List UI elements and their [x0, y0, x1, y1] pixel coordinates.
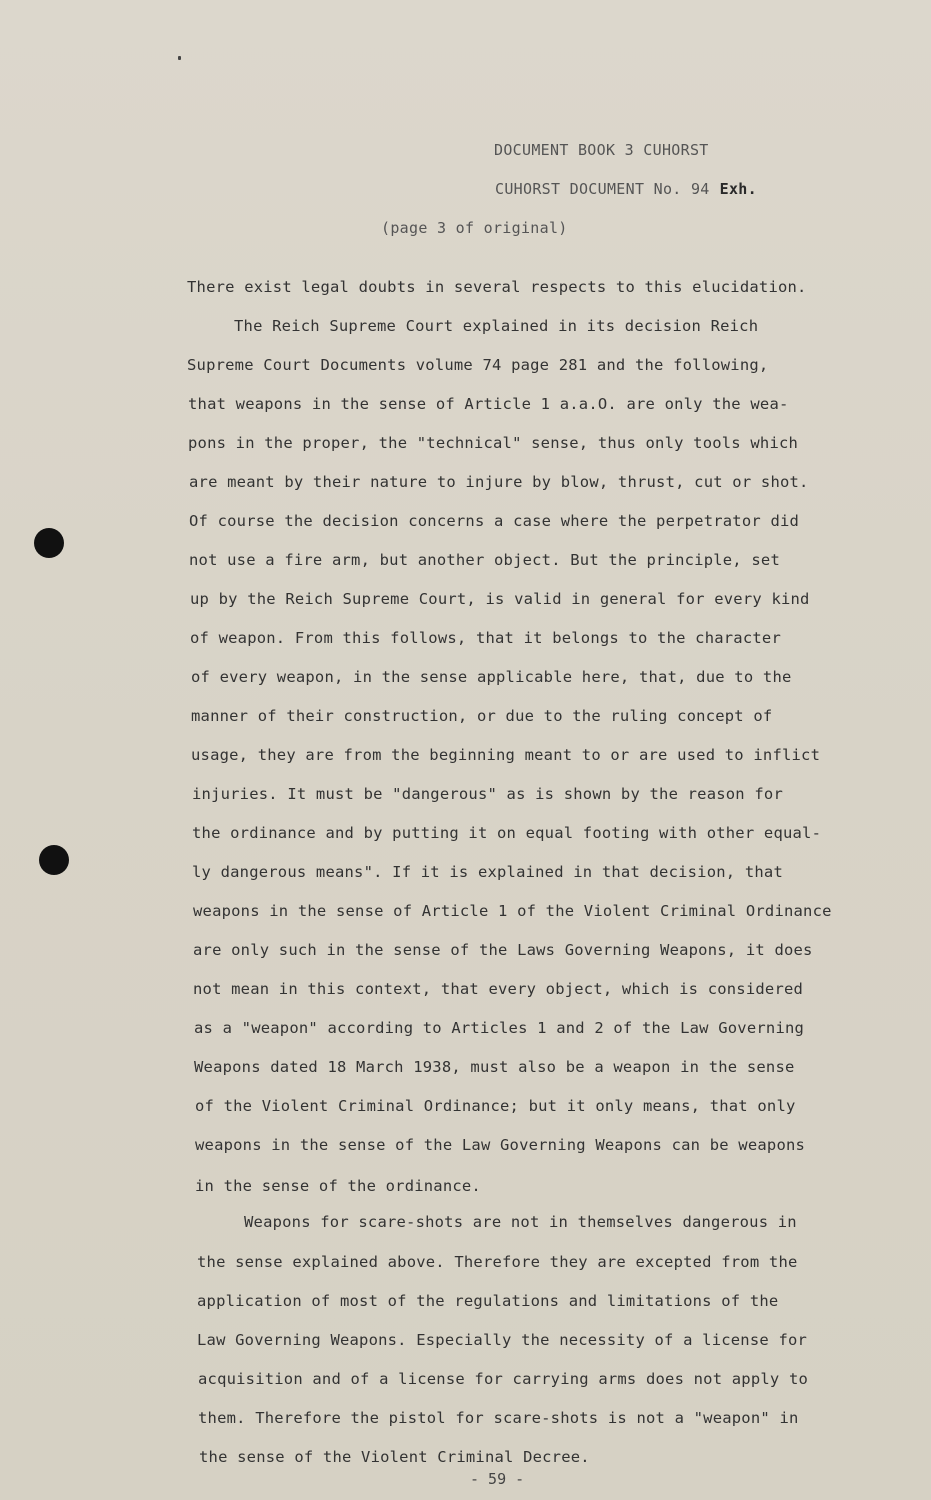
document-number [495, 180, 757, 198]
body-line: up by the Reich Supreme Court, is valid in general for every kind [190, 590, 810, 608]
document-book-title: DOCUMENT BOOK 3 CUHORST [494, 141, 709, 159]
body-line: are only such in the sense of the Laws Governing Weapons, it does [193, 941, 813, 959]
body-line: acquisition and of a license for carrying arms does not apply to [198, 1370, 809, 1388]
body-line: weapons in the sense of the Law Governing Weapons can be weapons [195, 1136, 806, 1154]
exhibit-label: Exh. [719, 180, 757, 198]
body-line: the sense explained above. Therefore they are excepted from the [197, 1253, 798, 1271]
punch-hole-bottom [39, 845, 69, 875]
body-line: that weapons in the sense of Article 1 a.a.O. are only the wea- [188, 395, 789, 413]
body-line: the ordinance and by putting it on equal footing with other equal- [192, 824, 822, 842]
punch-hole-top [34, 528, 64, 558]
page-number: - 59 - [470, 1470, 525, 1488]
body-line: are meant by their nature to injure by blow, thrust, cut or shot. [189, 473, 809, 491]
body-line: as a "weapon" according to Articles 1 and 2 of the Law Governing [194, 1019, 805, 1037]
body-line: the sense of the Violent Criminal Decree. [199, 1448, 590, 1466]
body-line: in the sense of the ordinance. [195, 1177, 481, 1195]
body-line: Law Governing Weapons. Especially the necessity of a license for [197, 1331, 808, 1349]
body-line: Supreme Court Documents volume 74 page 281 and the following, [187, 356, 769, 374]
body-line: application of most of the regulations and limitations of the [197, 1292, 779, 1310]
body-line: weapons in the sense of Article 1 of the Violent Criminal Ordinance [193, 902, 832, 920]
body-line: not mean in this context, that every object, which is considered [193, 980, 804, 998]
body-line: of the Violent Criminal Ordinance; but it only means, that only [195, 1097, 796, 1115]
body-line: ly dangerous means". If it is explained in that decision, that [192, 863, 783, 881]
body-line: Of course the decision concerns a case where the perpetrator did [189, 512, 800, 530]
body-line: The Reich Supreme Court explained in its decision Reich [234, 317, 759, 335]
body-line: There exist legal doubts in several respects to this elucidation. [187, 278, 807, 296]
body-line: Weapons for scare-shots are not in themselves dangerous in [244, 1213, 797, 1231]
page-of-original: (page 3 of original) [381, 219, 568, 237]
body-line: not use a fire arm, but another object. But the principle, set [189, 551, 780, 569]
body-line: Weapons dated 18 March 1938, must also be a weapon in the sense [194, 1058, 795, 1076]
body-line: them. Therefore the pistol for scare-shots is not a "weapon" in [198, 1409, 799, 1427]
body-line: of every weapon, in the sense applicable here, that, due to the [191, 668, 792, 686]
body-line: usage, they are from the beginning meant to or are used to inflict [191, 746, 821, 764]
body-line: injuries. It must be "dangerous" as is shown by the reason for [192, 785, 783, 803]
body-line: of weapon. From this follows, that it belongs to the character [190, 629, 781, 647]
body-line: pons in the proper, the "technical" sense, thus only tools which [188, 434, 799, 452]
paper-speck [178, 56, 181, 60]
document-number-text: CUHORST DOCUMENT No. 94 [495, 180, 710, 198]
body-line: manner of their construction, or due to the ruling concept of [191, 707, 773, 725]
